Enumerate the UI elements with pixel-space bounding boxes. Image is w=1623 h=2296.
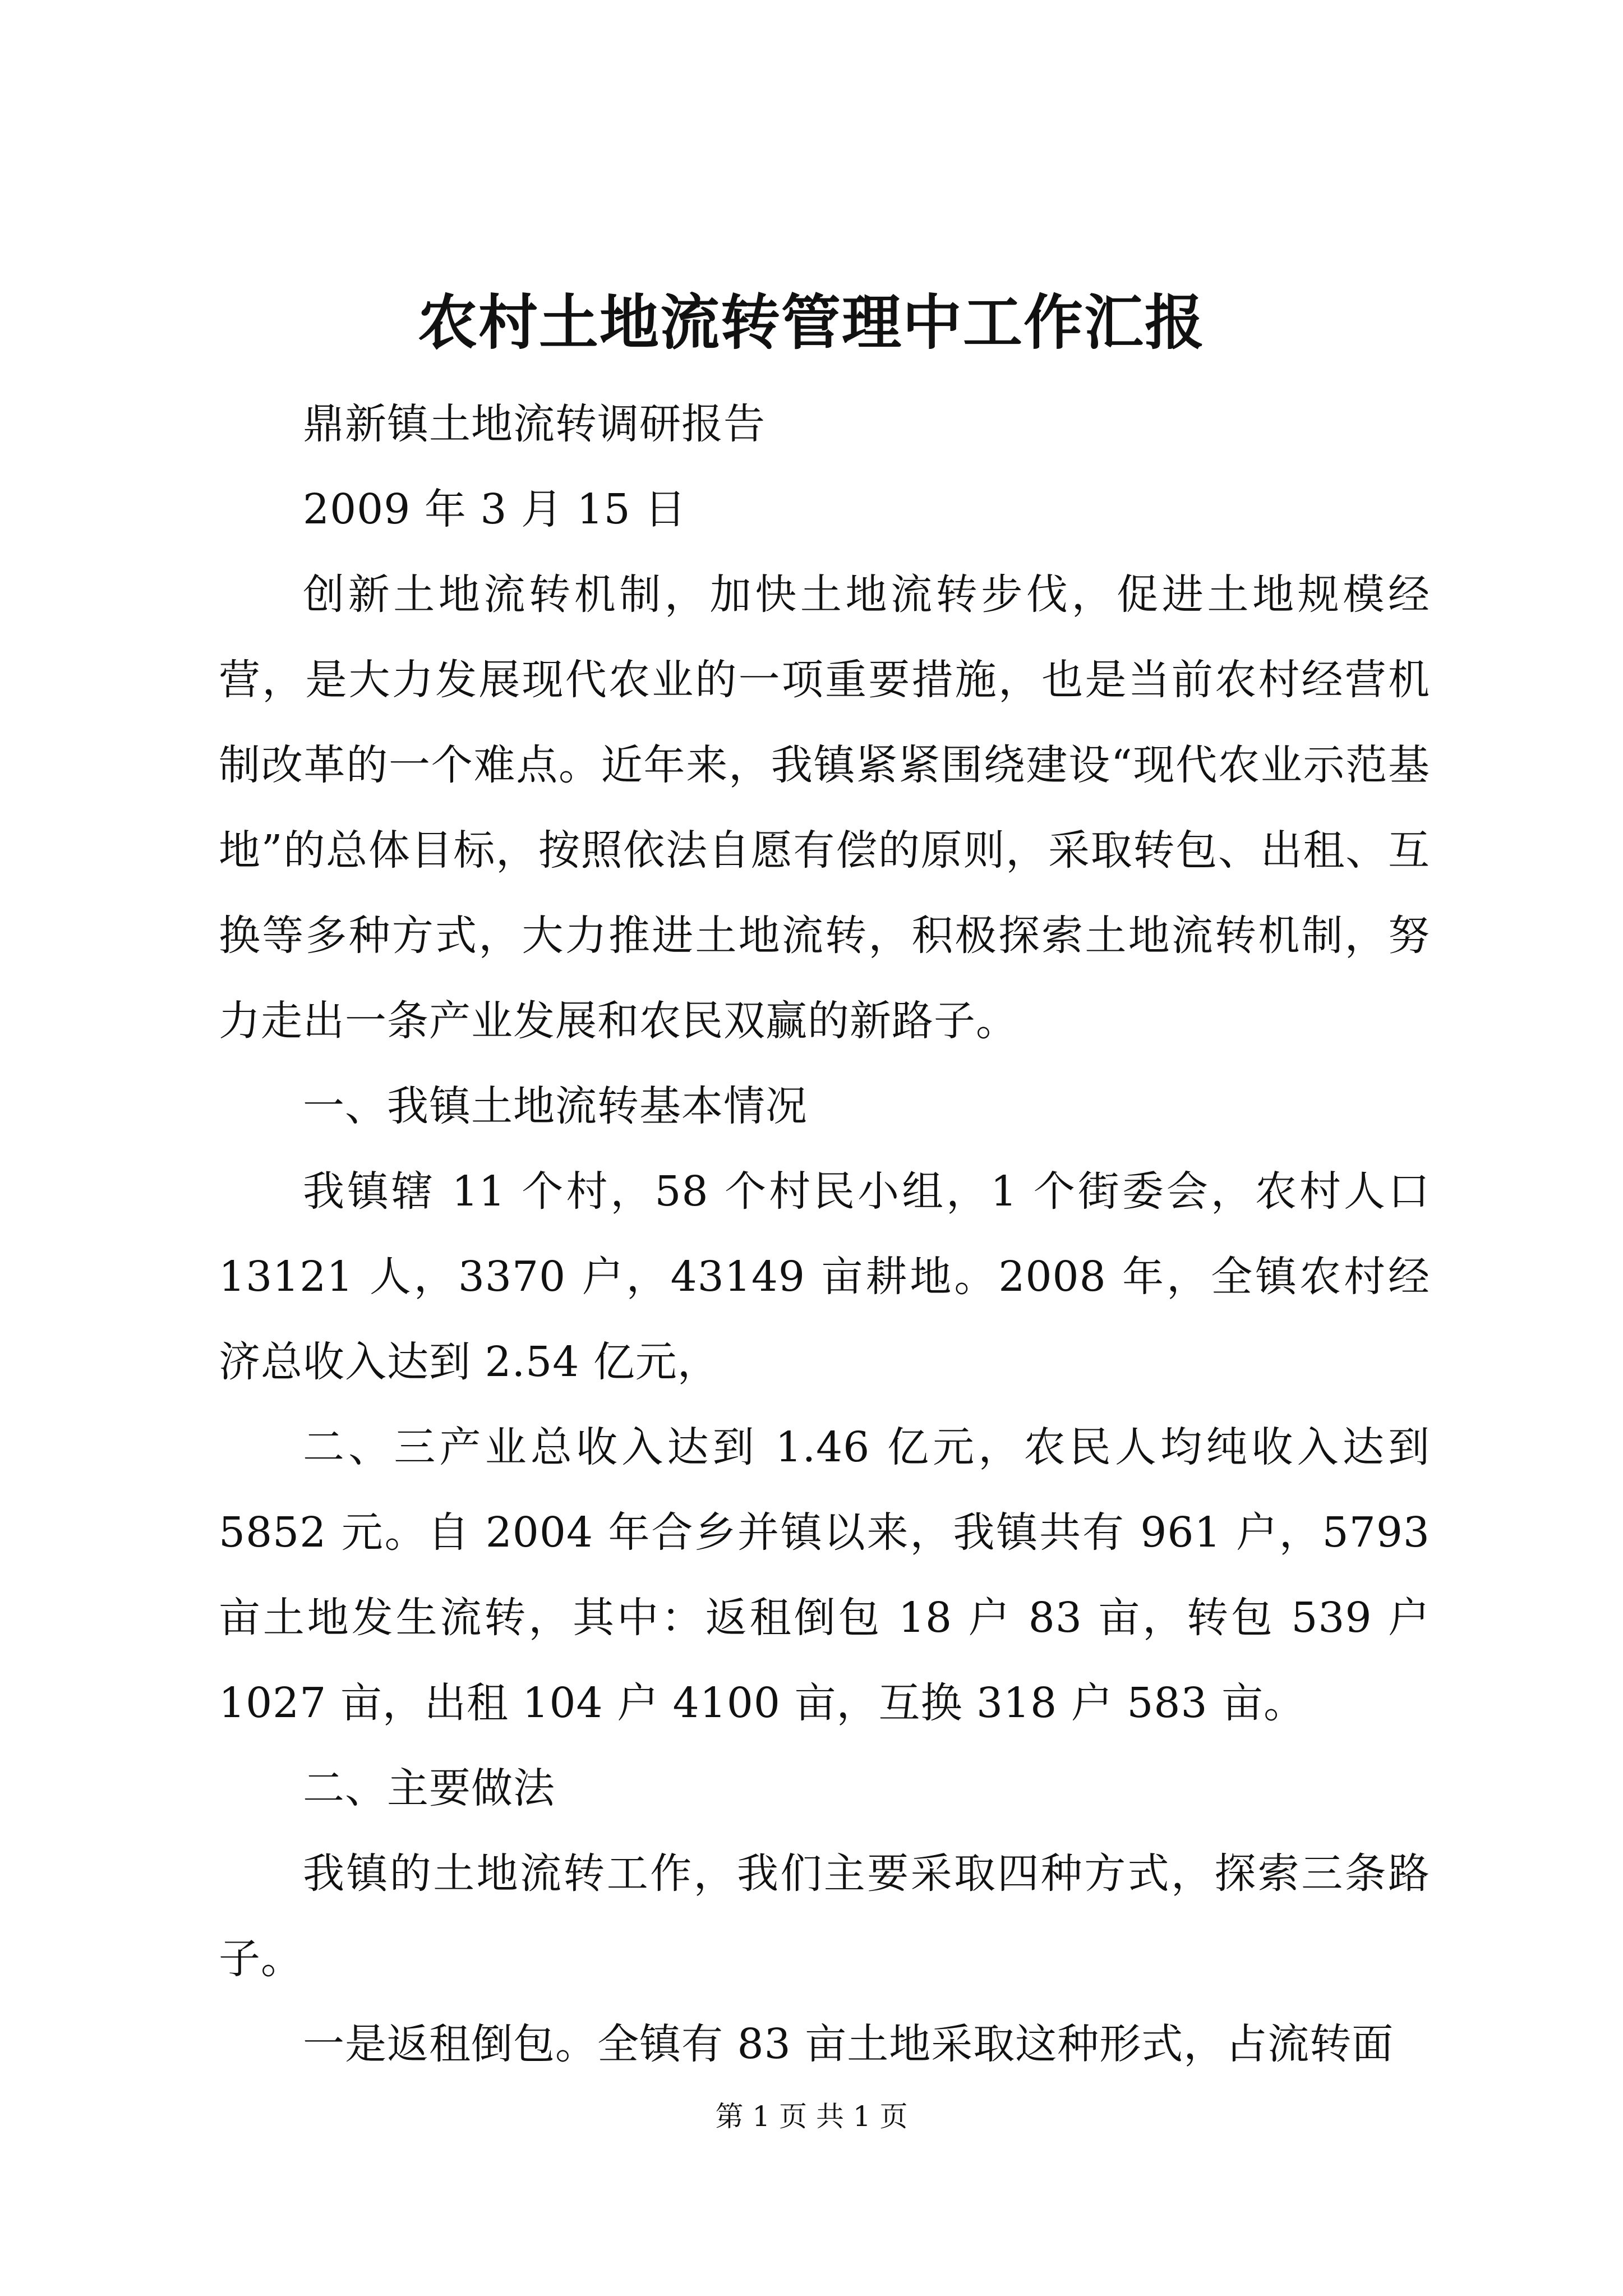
paragraph-method-1: 一是返租倒包。全镇有 83 亩土地采取这种形式，占流转面 (303, 2020, 1394, 2068)
paragraph-date: 2009 年 3 月 15 日 (303, 485, 687, 533)
document-title: 农村土地流转管理中工作汇报 (418, 287, 1205, 357)
paragraph-intro: 创新土地流转机制，加快土地流转步伐，促进土地规模经营，是大力发展现代农业的一项重要措施，也是当前农村经营机制改革的一个难点。近年来，我镇紧紧围绕建设“现代农业示范基地”的总体目标，按照依法自愿有偿的原则，采取转包、出租、互换等多种方式，大力推进土地流转，积极探索土地流转机制，努力走出一条产业发展和农民双赢的新路子。 (219, 570, 1430, 1045)
section-heading-2: 二、主要做法 (303, 1764, 555, 1812)
paragraph-income-stats: 二、三产业总收入达到 1.46 亿元，农民人均纯收入达到 5852 元。自 2004 年合乡并镇以来，我镇共有 961 户，5793 亩土地发生流转，其中：返租倒包 18 户 83 亩，转包 539 户 1027 亩，出租 104 户 4100 亩，互换 318 户 583 亩。 (219, 1423, 1430, 1727)
paragraph-basic-stats: 我镇辖 11 个村，58 个村民小组，1 个街委会，农村人口 13121 人，3370 户，43149 亩耕地。2008 年，全镇农村经济总收入达到 2.54 亿元， (219, 1167, 1430, 1386)
paragraph-methods: 我镇的土地流转工作，我们主要采取四种方式，探索三条路子。 (219, 1849, 1430, 1983)
section-heading-1: 一、我镇土地流转基本情况 (303, 1082, 808, 1130)
document-body (219, 381, 1430, 2087)
paragraph-subtitle: 鼎新镇土地流转调研报告 (303, 400, 766, 448)
page-footer: 第 1 页 共 1 页 (715, 2100, 908, 2133)
